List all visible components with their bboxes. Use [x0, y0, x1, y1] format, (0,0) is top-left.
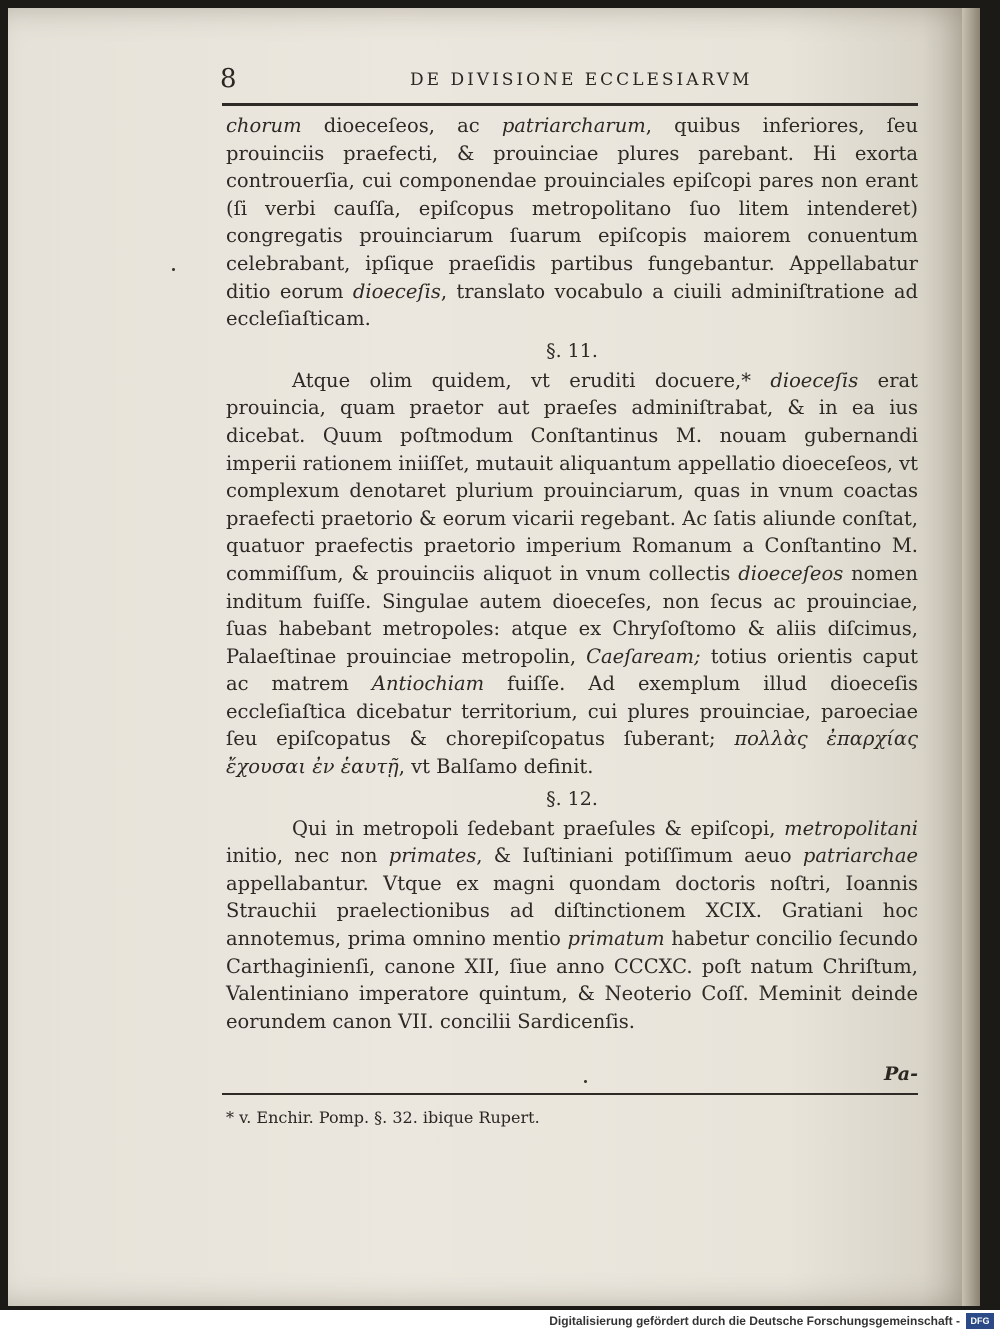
- text-run: totius orientis caput ac matrem: [226, 644, 918, 696]
- italic-term: dioeceſeos: [738, 561, 844, 585]
- italic-term: primatum: [567, 927, 665, 951]
- header-rule: [222, 103, 918, 106]
- text-run: , translato vocabulo a ciuili adminiſtratione ad eccleſiaſticam.: [226, 279, 918, 331]
- greek-quote: πολλὰς ἐπαρχίας ἔχουσαι ἐν ἑαυτῇ: [226, 727, 918, 779]
- italic-term: patriarcharum: [501, 114, 646, 137]
- digitization-footer: [0, 1310, 1000, 1334]
- catchword: Pa-: [884, 1063, 918, 1085]
- footnote: * v. Enchir. Pomp. §. 32. ibique Rupert.: [226, 1108, 540, 1127]
- italic-term: Caeſaream;: [586, 644, 701, 668]
- text-run: erat prouincia, quam praetor aut praeſes adminiſtrabat, & in ea ius dicebat. Quum poſtmodum Conſtantinus M. nouam gubernandi imperii rationem iniiſſet, mutauit aliquantum appellatio dioeceſeos, vt complexum denotaret plurium prouinciarum, quas in vnum coactas praefecti praetorio & eorum vicarii regebant. Ac ſatis aliunde conſtat, quatuor praefectis praetorio imperium Romanum a Conſtantino M. commiſſum, & prouinciis aliquot in vnum collectis: [226, 368, 918, 585]
- funding-credit: Digitalisierung gefördert durch die Deutsche Forschungsgemeinschaft -: [549, 1314, 960, 1328]
- text-run: Atque olim quidem, vt eruditi docuere,*: [292, 368, 771, 392]
- paragraph-1: [226, 112, 918, 333]
- running-head: DE DIVISIONE ECCLESIARVM: [410, 70, 753, 90]
- italic-term: patriarchae: [802, 844, 918, 868]
- italic-term: metropolitani: [784, 816, 918, 840]
- italic-term: Antiochiam: [371, 672, 485, 696]
- page-edge-shadow: [962, 8, 980, 1306]
- italic-term: dioeceſis: [352, 279, 441, 303]
- paragraph-3: [226, 815, 918, 1036]
- text-run: appellabantur. Vtque ex magni quondam doctoris noſtri, Ioannis Strauchii praelectionibus ad diſtinctionem XCIX. Gratiani hoc annotemus, prima omnino mentio: [226, 871, 918, 951]
- page-header: [220, 64, 920, 96]
- text-run: habetur concilio ſecundo Carthaginienſi, canone XII, ſiue anno CCCXC. poſt natum Chriſtum, Valentiniano imperatore quintum, & Neoterio Coſſ. Meminit deinde eorundem canon VII. concilii Sardicenſis.: [226, 927, 918, 1033]
- footnote-rule: [222, 1093, 918, 1095]
- text-run: fuiſſe. Ad exemplum illud dioeceſis eccleſiaſtica dicebatur territorium, cui plures prouinciae, paroeciae ſeu epiſcopatus & chorepiſcopatus ſuberant;: [226, 672, 918, 751]
- page-number: 8: [220, 64, 237, 94]
- text-run: , vt Balſamo definit.: [398, 755, 594, 779]
- ink-speck: [172, 268, 175, 271]
- section-heading-12: §. 12.: [546, 787, 598, 810]
- paragraph-2: [226, 367, 918, 781]
- ink-speck: [584, 1080, 587, 1083]
- body-text: [226, 112, 918, 1035]
- text-run: dioeceſeos, ac: [301, 114, 502, 137]
- text-run: Qui in metropoli ſedebant praeſules & epiſcopi,: [292, 816, 785, 840]
- text-run: , & Iuſtiniani potiſſimum aeuo: [476, 844, 803, 868]
- italic-term: dioeceſis: [770, 368, 859, 392]
- text-run: , quibus inferiores, ſeu prouinciis praefecti, & prouinciae plures parebant. Hi exorta controuerſia, cui componendae prouinciales epiſcopi pares non erant (ſi verbi cauſſa, epiſcopus metropolitano ſuo litem intenderet) congregatis prouinciarum ſuarum epiſcopis maiorem conuentum celebrabant, ipſique praeſidis partibus fungebantur. Appellabatur ditio eorum: [226, 114, 919, 303]
- dfg-logo: DFG: [966, 1313, 994, 1329]
- italic-term: primates: [388, 844, 477, 868]
- italic-term: chorum: [226, 114, 302, 137]
- section-heading-11: §. 11.: [546, 339, 598, 362]
- text-run: initio, nec non: [226, 844, 389, 868]
- text-run: nomen inditum fuiſſe. Singulae autem dioeceſes, non ſecus ac prouinciae, ſuas habebant metropoles: atque ex Chryſoſtomo & aliis diſcimus, Palaeſtinae prouinciae metropolin,: [226, 561, 918, 668]
